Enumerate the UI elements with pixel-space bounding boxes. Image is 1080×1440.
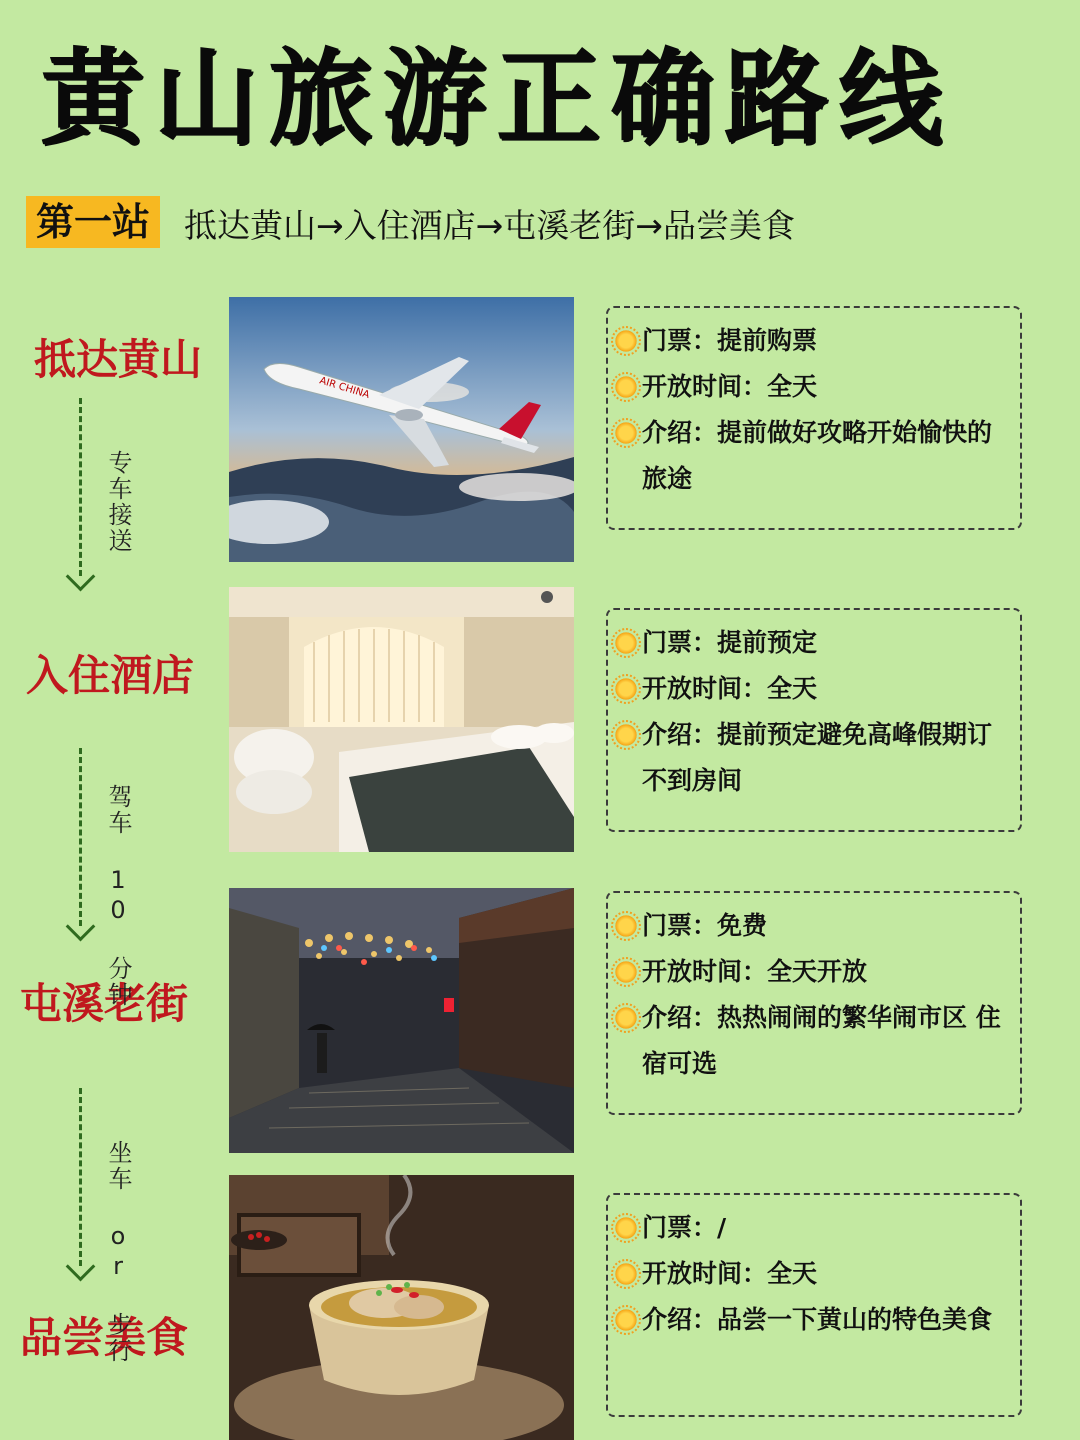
info-row-hours: 开放时间：全天 bbox=[614, 1251, 1014, 1297]
stop-label-arrive: 抵达黄山 bbox=[34, 335, 203, 384]
info-row-intro: 介绍：品尝一下黄山的特色美食 bbox=[614, 1297, 1014, 1343]
info-row-ticket: 门票：提前预定 bbox=[614, 620, 1014, 666]
stop-label-hotel: 入住酒店 bbox=[26, 651, 195, 700]
info-row-hours: 开放时间：全天 bbox=[614, 364, 1014, 410]
info-row-hours: 开放时间：全天开放 bbox=[614, 949, 1014, 995]
info-row-ticket: 门票：提前购票 bbox=[614, 318, 1014, 364]
svg-text:AIR CHINA: AIR CHINA bbox=[318, 375, 371, 401]
sun-icon bbox=[614, 1308, 638, 1332]
info-row-intro: 介绍：热热闹闹的繁华闹市区 住宿可选 bbox=[614, 995, 1014, 1087]
stage-badge: 第一站 bbox=[26, 196, 160, 248]
info-box-hotel bbox=[606, 608, 1022, 832]
info-row-intro: 介绍：提前预定避免高峰假期订不到房间 bbox=[614, 712, 1014, 804]
sun-icon bbox=[614, 1216, 638, 1240]
transport-label: 坐车 or 步行 bbox=[104, 1140, 132, 1364]
sun-icon bbox=[614, 677, 638, 701]
sun-icon bbox=[614, 631, 638, 655]
sun-icon bbox=[614, 329, 638, 353]
sun-icon bbox=[614, 960, 638, 984]
transport-label: 专车接送 bbox=[104, 450, 132, 554]
connector-line bbox=[79, 1088, 84, 1266]
down-arrow-icon bbox=[66, 1252, 96, 1282]
hotel-room-photo bbox=[229, 587, 574, 852]
stop-label-old-street: 屯溪老街 bbox=[20, 979, 189, 1028]
sun-icon bbox=[614, 1262, 638, 1286]
page-title: 黄山旅游正确路线 bbox=[40, 36, 953, 159]
airplane-photo bbox=[229, 297, 574, 562]
route-summary: 抵达黄山→入住酒店→屯溪老街→品尝美食 bbox=[184, 206, 795, 245]
info-box-arrive bbox=[606, 306, 1022, 530]
connector-line bbox=[79, 748, 84, 926]
info-row-ticket: 门票：免费 bbox=[614, 903, 1014, 949]
info-box-old-street bbox=[606, 891, 1022, 1115]
old-street-photo bbox=[229, 888, 574, 1153]
info-row-ticket: 门票：/ bbox=[614, 1205, 1014, 1251]
sun-icon bbox=[614, 1006, 638, 1030]
chicken-soup-photo bbox=[229, 1175, 574, 1440]
info-row-intro: 介绍：提前做好攻略开始愉快的旅途 bbox=[614, 410, 1014, 502]
transport-label: 驾车 10 分钟 bbox=[104, 784, 132, 1008]
sun-icon bbox=[614, 375, 638, 399]
sun-icon bbox=[614, 421, 638, 445]
info-box-food bbox=[606, 1193, 1022, 1417]
sun-icon bbox=[614, 723, 638, 747]
stop-label-food: 品尝美食 bbox=[20, 1313, 189, 1362]
sun-icon bbox=[614, 914, 638, 938]
connector-line bbox=[79, 398, 84, 576]
info-row-hours: 开放时间：全天 bbox=[614, 666, 1014, 712]
down-arrow-icon bbox=[66, 562, 96, 592]
down-arrow-icon bbox=[66, 912, 96, 942]
